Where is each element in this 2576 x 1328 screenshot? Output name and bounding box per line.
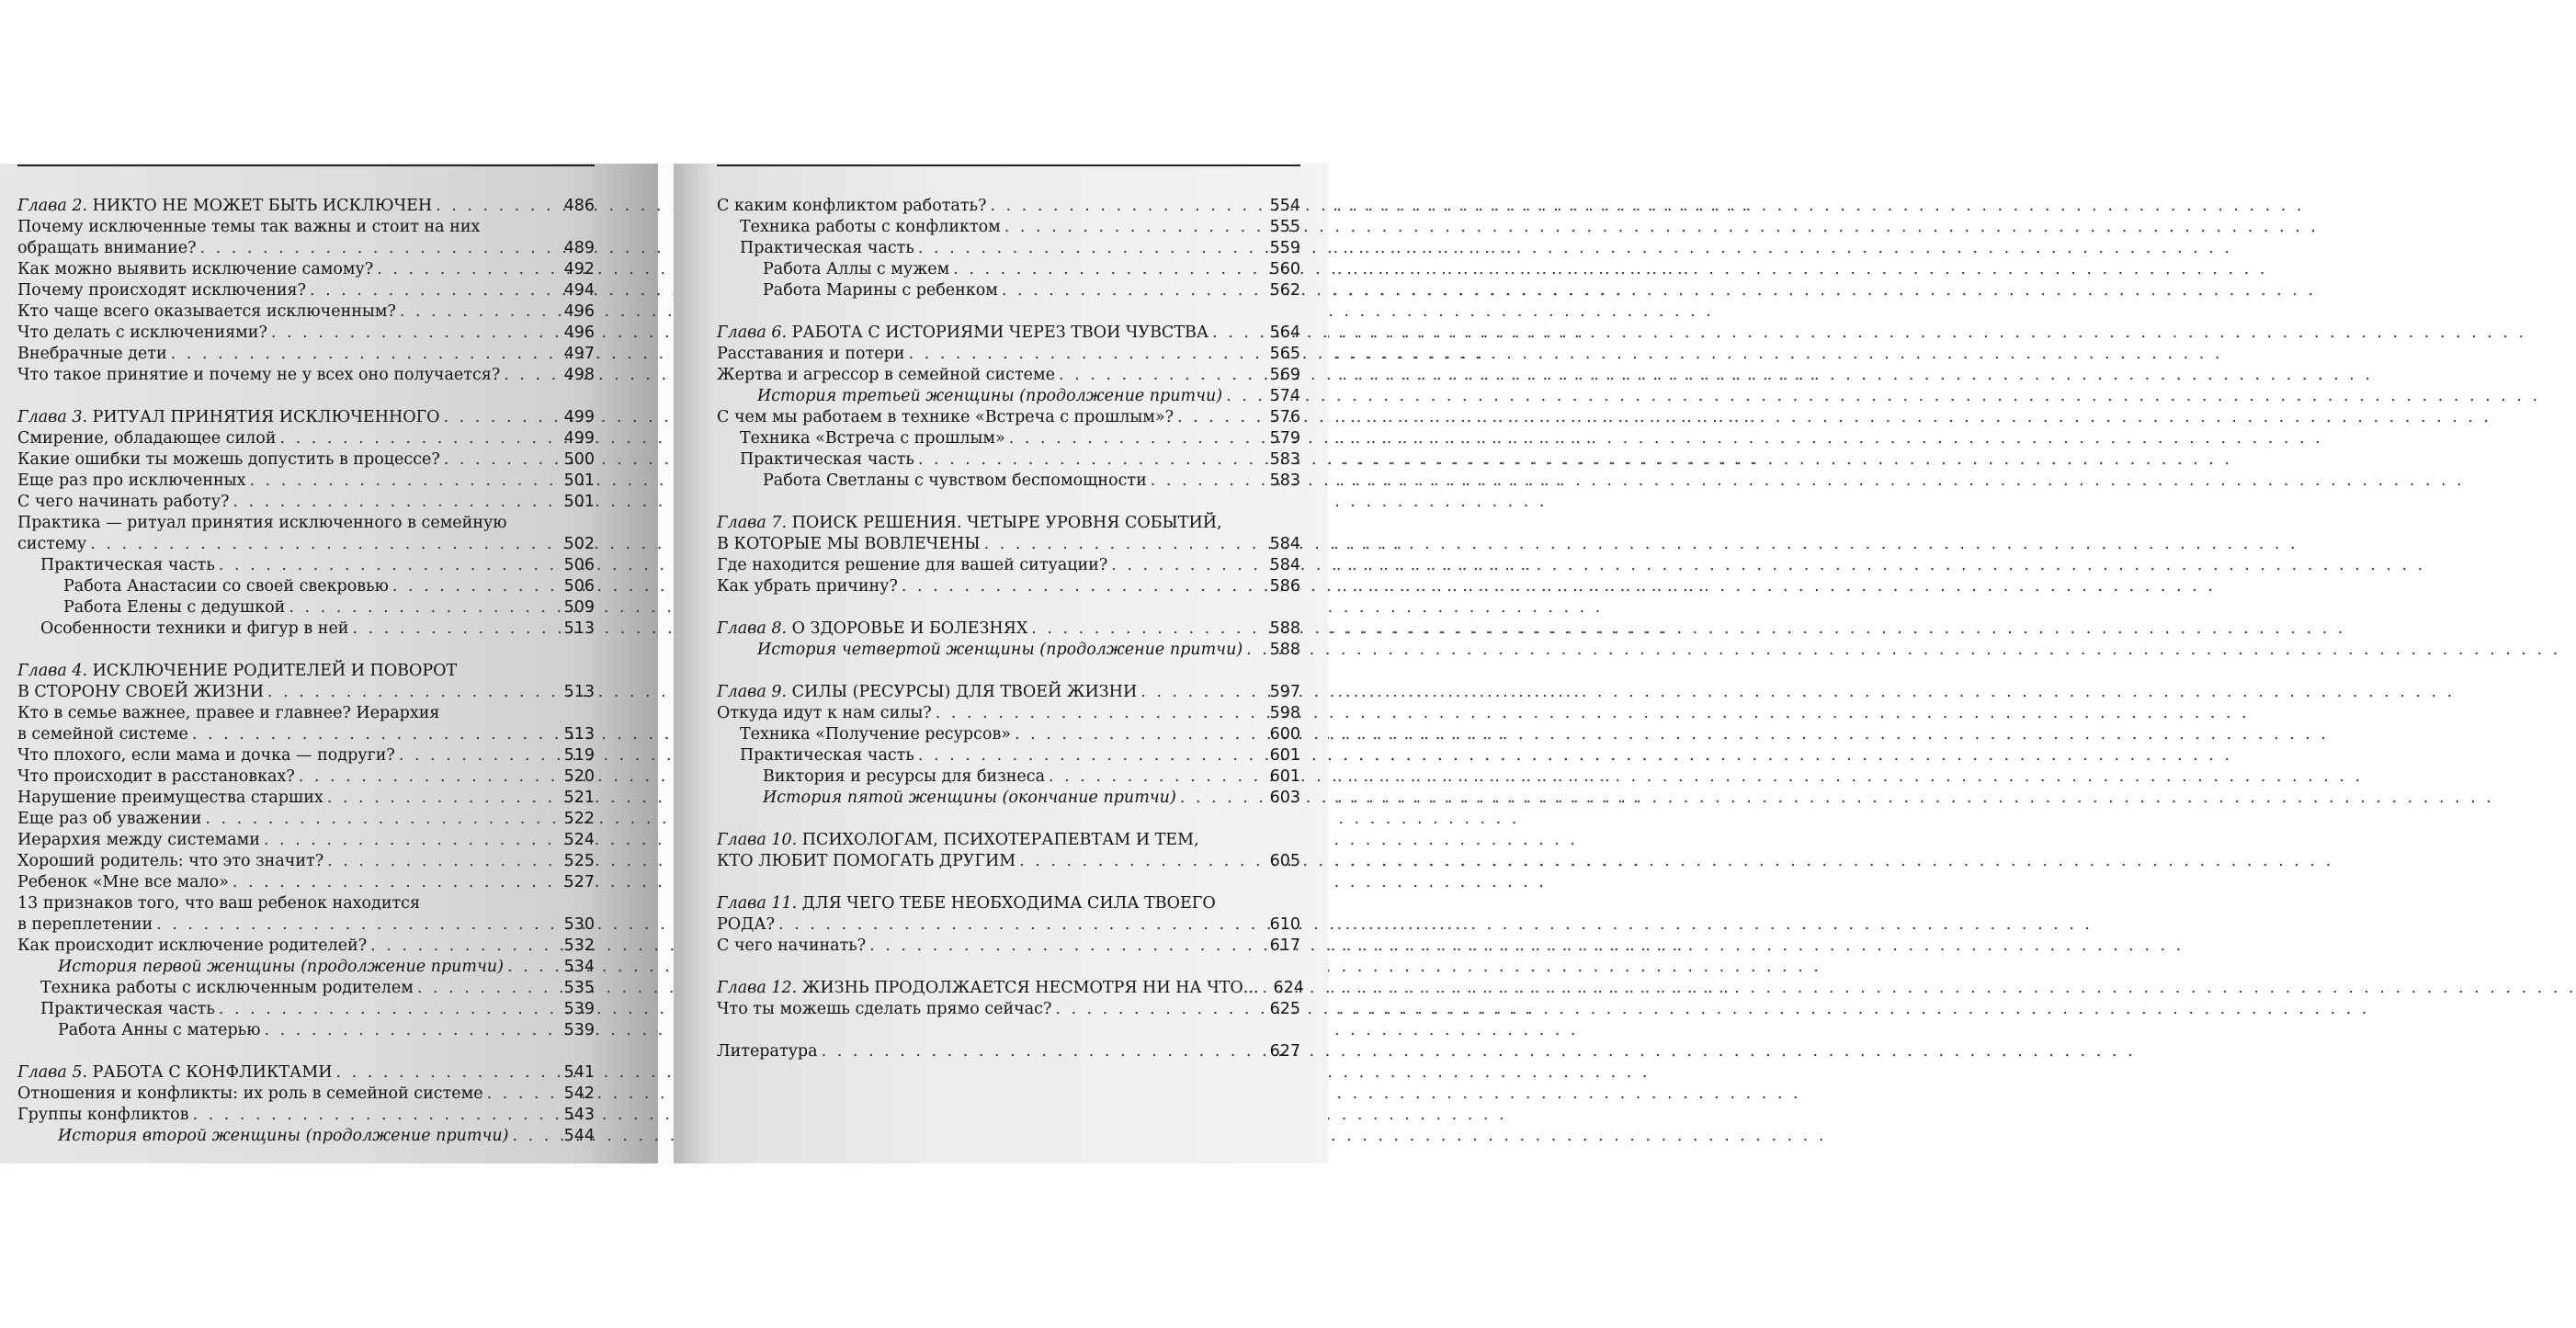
- toc-entry: [17, 344, 595, 365]
- page-number: 601: [1269, 746, 1300, 765]
- page-number: 539: [563, 1000, 595, 1018]
- leader-dots: [271, 323, 561, 344]
- toc-chapter-heading: [717, 978, 1304, 999]
- leader-dots: [1002, 280, 1266, 301]
- leader-dots: [289, 597, 560, 619]
- chapter-label: Глава 10.: [717, 831, 798, 849]
- toc-subentry: [717, 724, 1300, 745]
- page-number: 588: [1269, 619, 1300, 638]
- chapter-label: Глава 11.: [717, 894, 798, 913]
- page-number: 530: [563, 915, 595, 934]
- entry-title: Кто чаще всего оказывается исключенным?: [17, 302, 396, 321]
- page-number: 576: [1269, 408, 1300, 426]
- page-number: 583: [1269, 471, 1300, 490]
- leader-dots: [417, 978, 561, 999]
- leader-dots: [1049, 766, 1266, 788]
- page-number: 500: [563, 450, 595, 469]
- leader-dots: [1004, 217, 1266, 238]
- page-number: 498: [563, 366, 595, 384]
- page-number: 513: [563, 683, 595, 701]
- toc-subentry: [717, 471, 1300, 492]
- toc-entry: [17, 449, 595, 471]
- leader-dots: [1009, 428, 1266, 449]
- toc-entry: [17, 872, 595, 893]
- page-number: 496: [563, 302, 595, 321]
- leader-dots: [233, 492, 560, 513]
- leader-dots: [487, 1084, 561, 1105]
- leader-dots: [936, 703, 1266, 724]
- entry-title: Откуда идут к нам силы?: [717, 704, 932, 722]
- page-number: 497: [563, 345, 595, 363]
- entry-title: Что такое принятие и почему не у всех оно получается?: [17, 366, 501, 384]
- leader-dots: [1140, 682, 1265, 703]
- page-number: 486: [563, 197, 595, 215]
- entry-title: История второй женщины (продолжение притчи): [58, 1127, 509, 1145]
- page-number: 605: [1269, 852, 1300, 870]
- leader-dots: [279, 428, 560, 449]
- page-number: 588: [1269, 641, 1300, 659]
- page-number: 541: [563, 1063, 595, 1082]
- toc-subentry: [717, 238, 1300, 259]
- page-number: 534: [563, 958, 595, 976]
- leader-dots: [310, 280, 561, 301]
- entry-title: Какие ошибки ты можешь допустить в процессе?: [17, 450, 440, 469]
- toc-entry: [17, 936, 595, 957]
- leader-dots: [444, 407, 561, 428]
- entry-title: Что происходит в расстановках?: [17, 767, 295, 786]
- toc-entry: [17, 851, 595, 872]
- toc-subentry: [17, 555, 595, 576]
- toc-entry: [17, 492, 595, 513]
- leader-dots: [822, 1041, 1266, 1062]
- chapter-title: ПОИСК РЕШЕНИЯ. ЧЕТЫРЕ УРОВНЯ СОБЫТИЙ,: [791, 514, 1222, 532]
- page-number: 610: [1269, 915, 1300, 934]
- page-number: 519: [563, 746, 595, 765]
- toc-chapter-heading: [17, 196, 595, 217]
- chapter-title: ДЛЯ ЧЕГО ТЕБЕ НЕОБХОДИМА СИЛА ТВОЕГО: [801, 894, 1216, 913]
- leader-dots: [400, 301, 561, 323]
- toc-story-entry: [717, 386, 1300, 407]
- toc-subentry: [17, 999, 595, 1020]
- page-number: 586: [1269, 577, 1300, 596]
- page-number: 501: [563, 471, 595, 490]
- page-number: 625: [1269, 1000, 1300, 1018]
- toc-entry: [17, 301, 595, 323]
- toc-subentry: [17, 576, 595, 597]
- page-number: 513: [563, 619, 595, 638]
- toc-entry: [17, 788, 595, 809]
- toc-chapter-heading: [717, 893, 1300, 936]
- page-number: 489: [563, 239, 595, 257]
- toc-entry: [17, 323, 595, 344]
- entry-title: С чего начинать работу?: [17, 493, 230, 511]
- entry-title: Как убрать причину?: [717, 577, 898, 596]
- chapter-label: Глава 5.: [17, 1063, 88, 1082]
- toc-entry: [17, 259, 595, 280]
- leader-dots: [918, 745, 1266, 766]
- leader-dots: [399, 745, 561, 766]
- page-number: 525: [563, 852, 595, 870]
- entry-title: Практическая часть: [40, 556, 215, 574]
- toc-subentry: [717, 449, 1300, 471]
- entry-title: Как происходит исключение родителей?: [17, 936, 368, 955]
- toc-entry: [717, 407, 1300, 428]
- leader-dots: [1055, 999, 1265, 1020]
- page-number: 584: [1269, 535, 1300, 553]
- page-number: 569: [1269, 366, 1300, 384]
- entry-title: Работа Светланы с чувством беспомощности: [763, 471, 1147, 490]
- chapter-title-cont: КТО ЛЮБИТ ПОМОГАТЬ ДРУГИМ: [717, 852, 1016, 870]
- page-number: 597: [1269, 683, 1300, 701]
- toc-entry: [17, 280, 595, 301]
- toc-subentry: [17, 619, 595, 640]
- entry-title: Иерархия между системами: [17, 831, 260, 849]
- page-number: 506: [563, 577, 595, 596]
- page-number: 499: [563, 408, 595, 426]
- page-number: 584: [1269, 556, 1300, 574]
- left-page: [0, 164, 658, 1163]
- page-number: 574: [1269, 387, 1300, 405]
- leader-dots: [1031, 619, 1265, 640]
- toc-story-entry: [717, 640, 1300, 661]
- toc-entry: [17, 766, 595, 788]
- entry-title: Виктория и ресурсы для бизнеса: [763, 767, 1046, 786]
- entry-title: Жертва и агрессор в семейной системе: [717, 366, 1055, 384]
- leader-dots: [869, 936, 1265, 957]
- entry-title: Хороший родитель: что это значит?: [17, 852, 324, 870]
- leader-dots: [1177, 407, 1266, 428]
- leader-dots: [171, 344, 561, 365]
- leader-dots: [1151, 471, 1266, 492]
- page-number: 520: [563, 767, 595, 786]
- chapter-title: ИСКЛЮЧЕНИЕ РОДИТЕЛЕЙ И ПОВОРОТ: [92, 662, 458, 680]
- page-number: 624: [1273, 979, 1304, 997]
- leader-dots: [219, 999, 561, 1020]
- page-number: 502: [563, 535, 595, 553]
- entry-title: Как можно выявить исключение самому?: [17, 260, 374, 278]
- entry-title: Группы конфликтов: [17, 1106, 189, 1124]
- page-number: 600: [1269, 725, 1300, 743]
- leader-dots: [778, 914, 1266, 936]
- leader-dots: [299, 766, 561, 788]
- chapter-label: Глава 2.: [17, 197, 88, 215]
- page-number: 562: [1269, 281, 1300, 300]
- leader-dots: [1180, 788, 1266, 809]
- toc-entry: [17, 809, 595, 830]
- leader-dots: [908, 344, 1265, 365]
- chapter-title: О ЗДОРОВЬЕ И БОЛЕЗНЯХ: [791, 619, 1028, 638]
- entry-title: Еще раз об уважении: [17, 810, 202, 828]
- chapter-title-cont: В КОТОРЫЕ МЫ ВОВЛЕЧЕНЫ: [717, 535, 981, 553]
- page-number: 527: [563, 873, 595, 891]
- toc-entry: [17, 428, 595, 449]
- toc-subentry: [717, 259, 1300, 280]
- page-number: 494: [563, 281, 595, 300]
- entry-title: Отношения и конфликты: их роль в семейной системе: [17, 1084, 483, 1103]
- entry-title: Литература: [717, 1042, 818, 1061]
- entry-title: Почему исключенные темы так важны и стоит на них: [17, 218, 481, 236]
- leader-dots: [327, 851, 561, 872]
- entry-title: Работа Анастасии со своей свекровью: [63, 577, 389, 596]
- leader-dots: [219, 555, 561, 576]
- toc-story-entry: [17, 1126, 595, 1147]
- entry-title: С каким конфликтом работать?: [717, 197, 987, 215]
- toc-chapter-heading: [17, 661, 595, 703]
- chapter-title: РАБОТА С КОНФЛИКТАМИ: [92, 1063, 333, 1082]
- chapter-title: ЖИЗНЬ ПРОДОЛЖАЕТСЯ НЕСМОТРЯ НИ НА ЧТО...: [801, 979, 1259, 997]
- chapter-title-cont: В СТОРОНУ СВОЕЙ ЖИЗНИ: [17, 683, 264, 701]
- toc-entry: [717, 344, 1300, 365]
- entry-title: Где находится решение для вашей ситуации?: [717, 556, 1108, 574]
- chapter-label: Глава 6.: [717, 323, 788, 342]
- leader-dots: [504, 365, 560, 386]
- leader-dots: [249, 471, 560, 492]
- entry-title: 13 признаков того, что ваш ребенок находится: [17, 894, 421, 913]
- page-number: 496: [563, 323, 595, 342]
- toc-chapter-heading: [17, 407, 595, 428]
- leader-dots: [264, 1020, 560, 1041]
- toc-entry: [17, 365, 595, 386]
- chapter-label: Глава 3.: [17, 408, 88, 426]
- leader-dots: [990, 196, 1265, 217]
- leader-dots: [233, 872, 561, 893]
- chapter-title: ПСИХОЛОГАМ, ПСИХОТЕРАПЕВТАМ И ТЕМ,: [801, 831, 1199, 849]
- chapter-label: Глава 8.: [717, 619, 788, 638]
- entry-title: История третьей женщины (продолжение притчи): [757, 387, 1223, 405]
- leader-dots: [436, 196, 560, 217]
- chapter-label: Глава 7.: [717, 514, 788, 532]
- right-page: [674, 164, 1328, 1163]
- leader-dots: [1246, 640, 1265, 661]
- toc-chapter-heading: [717, 619, 1300, 640]
- entry-title: Техника работы с конфликтом: [740, 218, 1001, 236]
- leader-dots: [984, 534, 1266, 555]
- chapter-title-cont: РОДА?: [717, 915, 775, 934]
- page-number: 542: [563, 1084, 595, 1103]
- toc-chapter-heading: [717, 830, 1300, 872]
- entry-title: Практическая часть: [40, 1000, 215, 1018]
- page-number: 555: [1269, 218, 1300, 236]
- page-number: 617: [1269, 936, 1300, 955]
- toc-entry: [17, 703, 595, 745]
- entry-title: Техника «Получение ресурсов»: [740, 725, 1012, 743]
- entry-title: История четвертой женщины (продолжение притчи): [757, 641, 1243, 659]
- page-number: 544: [563, 1127, 595, 1145]
- entry-title: С чего начинать?: [717, 936, 867, 955]
- chapter-title: СИЛЫ (РЕСУРСЫ) ДЛЯ ТВОЕЙ ЖИЗНИ: [791, 683, 1138, 701]
- page-number: 601: [1269, 767, 1300, 786]
- entry-title: Практическая часть: [740, 239, 914, 257]
- entry-title: Практика — ритуал принятия исключенного в семейную: [17, 514, 507, 532]
- toc-entry: [717, 576, 1300, 597]
- entry-title: Работа Елены с дедушкой: [63, 598, 286, 617]
- entry-title: История пятой женщины (окончание притчи): [763, 789, 1176, 807]
- chapter-label: Глава 4.: [17, 662, 88, 680]
- top-rule: [717, 165, 1300, 166]
- page-number: 532: [563, 936, 595, 955]
- leader-dots: [90, 534, 560, 555]
- chapter-title: РИТУАЛ ПРИНЯТИЯ ИСКЛЮЧЕННОГО: [92, 408, 440, 426]
- page-number: 583: [1269, 450, 1300, 469]
- toc-subentry: [17, 597, 595, 619]
- entry-title: Нарушение преимущества старших: [17, 789, 323, 807]
- page-number: 565: [1269, 345, 1300, 363]
- entry-title: Ребенок «Мне все мало»: [17, 873, 229, 891]
- entry-title: Что ты можешь сделать прямо сейчас?: [717, 1000, 1052, 1018]
- toc-entry: [17, 471, 595, 492]
- leader-dots: [444, 449, 561, 471]
- toc-entry: [717, 999, 1300, 1020]
- entry-title: Внебрачные дети: [17, 345, 167, 363]
- leader-dots: [192, 724, 561, 745]
- page-number: 603: [1269, 789, 1300, 807]
- entry-title: Смирение, обладающее силой: [17, 429, 277, 448]
- toc-subentry: [717, 428, 1300, 449]
- leader-dots: [336, 1062, 561, 1084]
- page-number: 499: [563, 429, 595, 448]
- leader-dots: [918, 238, 1266, 259]
- leader-dots: [199, 238, 560, 259]
- entry-title-cont: в семейной системе: [17, 725, 188, 743]
- entry-title-cont: обращать внимание?: [17, 239, 197, 257]
- leader-dots: [513, 1126, 561, 1147]
- leader-dots: [327, 788, 561, 809]
- page-number: 539: [563, 1021, 595, 1039]
- leader-dots: [507, 957, 561, 978]
- entry-title: Кто в семье важнее, правее и главнее? Иерархия: [17, 704, 440, 722]
- page-number: 627: [1269, 1042, 1300, 1061]
- entry-title: Работа Анны с матерью: [58, 1021, 261, 1039]
- page-number: 543: [563, 1106, 595, 1124]
- leader-dots: [1212, 323, 1265, 344]
- toc-entry: [17, 893, 595, 936]
- chapter-label: Глава 12.: [717, 979, 798, 997]
- page-number: 564: [1269, 323, 1300, 342]
- leader-dots: [1015, 724, 1266, 745]
- page-number: 560: [1269, 260, 1300, 278]
- leader-dots: [370, 936, 560, 957]
- entry-title: Расставания и потери: [717, 345, 905, 363]
- page-number: 501: [563, 493, 595, 511]
- entry-title: Что плохого, если мама и дочка — подруги?: [17, 746, 395, 765]
- entry-title: Техника работы с исключенным родителем: [40, 979, 414, 997]
- toc-chapter-heading: [717, 513, 1300, 555]
- toc-subentry: [717, 766, 1300, 788]
- toc-subentry: [717, 217, 1300, 238]
- toc-entry: [17, 745, 595, 766]
- leader-dots: [352, 619, 560, 640]
- leader-dots: [1111, 555, 1265, 576]
- page-number: 522: [563, 810, 595, 828]
- page-number: 506: [563, 556, 595, 574]
- toc-entry-bibliography: [717, 1041, 1300, 1062]
- page-number: 598: [1269, 704, 1300, 722]
- leader-dots: [1059, 365, 1266, 386]
- chapter-title: НИКТО НЕ МОЖЕТ БЫТЬ ИСКЛЮЧЕН: [92, 197, 433, 215]
- page-number: 559: [1269, 239, 1300, 257]
- leader-dots: [205, 809, 560, 830]
- toc-subentry: [717, 745, 1300, 766]
- chapter-label: Глава 9.: [717, 683, 788, 701]
- leader-dots: [392, 576, 561, 597]
- toc-subentry: [717, 280, 1300, 301]
- page-number: 554: [1269, 197, 1300, 215]
- entry-title: Еще раз про исключенных: [17, 471, 246, 490]
- top-rule: [17, 165, 595, 166]
- entry-title: Практическая часть: [740, 746, 914, 765]
- toc-story-entry: [17, 957, 595, 978]
- entry-title: Почему происходят исключения?: [17, 281, 306, 300]
- toc-entry: [17, 1105, 595, 1126]
- page-number: 535: [563, 979, 595, 997]
- leader-dots: [918, 449, 1266, 471]
- page-number: 509: [563, 598, 595, 617]
- toc-entry: [17, 513, 595, 555]
- entry-title: Особенности техники и фигур в ней: [40, 619, 349, 638]
- leader-dots: [267, 682, 561, 703]
- entry-title-cont: систему: [17, 535, 87, 553]
- entry-title-cont: в переплетении: [17, 915, 153, 934]
- leader-dots: [193, 1105, 561, 1126]
- toc-entry: [17, 830, 595, 851]
- toc-entry: [717, 936, 1300, 957]
- entry-title: Работа Аллы с мужем: [763, 260, 950, 278]
- page-number: 513: [563, 725, 595, 743]
- page-number: 524: [563, 831, 595, 849]
- toc-story-entry: [717, 788, 1300, 809]
- entry-title: Практическая часть: [740, 450, 914, 469]
- leader-dots: [902, 576, 1266, 597]
- toc-chapter-heading: [17, 1062, 595, 1084]
- toc-subentry: [17, 1020, 595, 1041]
- entry-title: История первой женщины (продолжение притчи): [58, 958, 505, 976]
- leader-dots: [1019, 851, 1265, 872]
- page-number: 579: [1269, 429, 1300, 448]
- toc-chapter-heading: [717, 682, 1300, 703]
- entry-title: Что делать с исключениями?: [17, 323, 267, 342]
- entry-title: Техника «Встреча с прошлым»: [740, 429, 1005, 448]
- entry-title: Работа Марины с ребенком: [763, 281, 998, 300]
- toc-entry: [717, 555, 1300, 576]
- leader-dots: [953, 259, 1265, 280]
- leader-dots: [1226, 386, 1266, 407]
- leader-dots: [264, 830, 561, 851]
- toc-chapter-heading: [717, 323, 1300, 344]
- toc-entry: [17, 1084, 595, 1105]
- leader-dots: [156, 914, 560, 936]
- page-number: 492: [563, 260, 595, 278]
- toc-entry: [717, 703, 1300, 724]
- leader-dots: [377, 259, 560, 280]
- leader-dots: [1262, 978, 1269, 999]
- toc-subentry: [17, 978, 595, 999]
- toc-entry: [17, 217, 595, 259]
- toc-entry: [717, 365, 1300, 386]
- chapter-title: РАБОТА С ИСТОРИЯМИ ЧЕРЕЗ ТВОИ ЧУВСТВА: [791, 323, 1209, 342]
- toc-entry: [717, 196, 1300, 217]
- entry-title: С чем мы работаем в технике «Встреча с прошлым»?: [717, 408, 1174, 426]
- page-number: 521: [563, 789, 595, 807]
